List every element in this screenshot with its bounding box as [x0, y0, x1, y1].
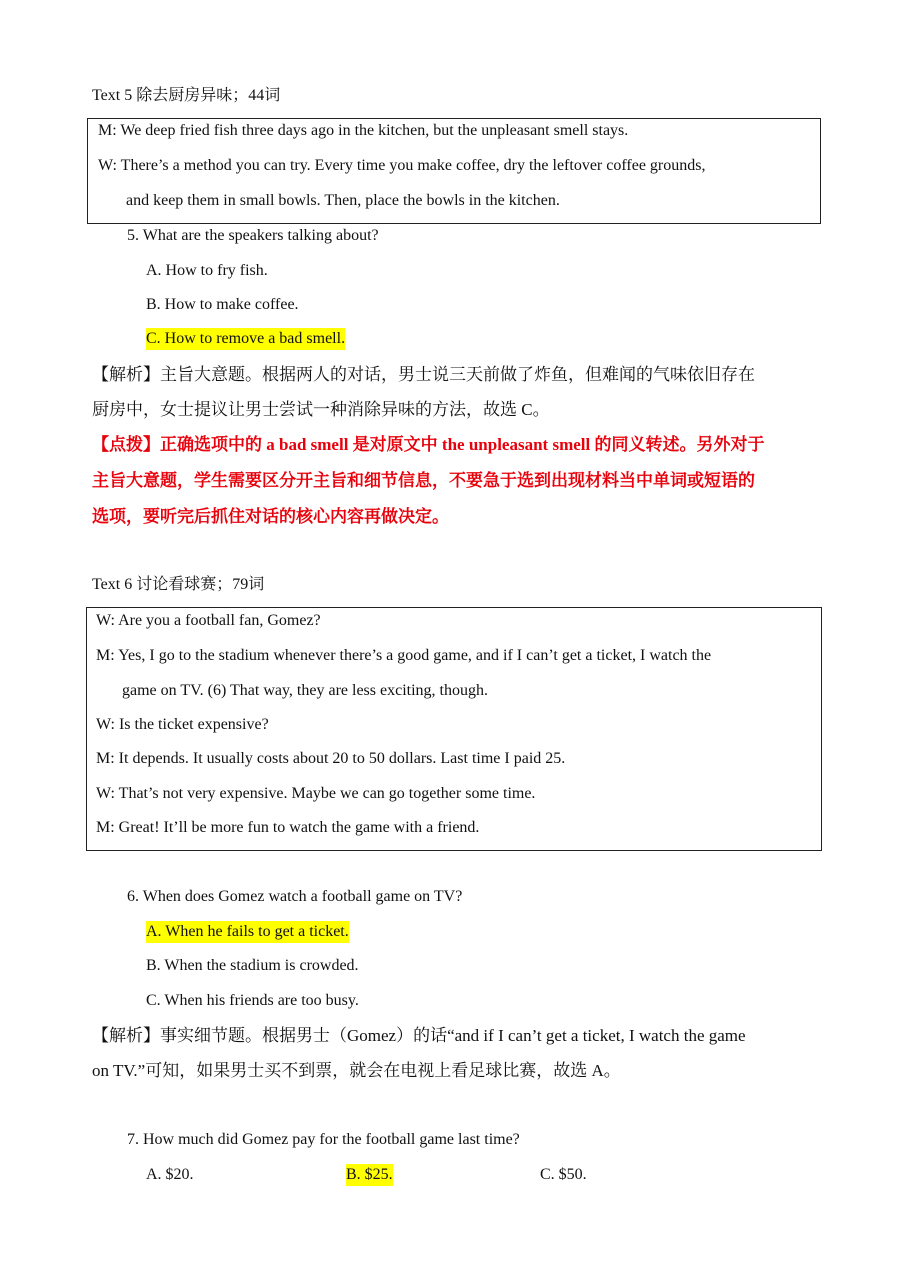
q5-option-a: A. How to fry fish.: [146, 262, 268, 279]
q7-option-c: C. $50.: [540, 1166, 587, 1183]
q5-analysis-1: 【解析】主旨大意题。根据两人的对话，男士说三天前做了炸鱼，但难闻的气味依旧存在: [92, 365, 755, 384]
text6-line-3: game on TV. (6) That way, they are less exciting, though.: [122, 682, 488, 699]
text6-line-4: W: Is the ticket expensive?: [96, 716, 269, 733]
q7-option-a: A. $20.: [146, 1166, 194, 1183]
text5-heading: Text 5 除去厨房异味；44词: [92, 87, 281, 104]
q5-analysis-2: 厨房中，女士提议让男士尝试一种消除异味的方法，故选 C。: [92, 400, 550, 419]
q5-tip-1: 【点拨】正确选项中的 a bad smell 是对原文中 the unpleasant smell 的同义转述。另外对于: [92, 435, 765, 454]
q6-analysis-1: 【解析】事实细节题。根据男士（Gomez）的话“and if I can’t get a ticket, I watch the game: [92, 1026, 746, 1045]
text6-line-7: M: Great! It’ll be more fun to watch the game with a friend.: [96, 819, 480, 836]
q5-option-c-answer: C. How to remove a bad smell.: [146, 328, 345, 350]
text6-line-6: W: That’s not very expensive. Maybe we can go together some time.: [96, 785, 536, 802]
text6-line-1: W: Are you a football fan, Gomez?: [96, 612, 321, 629]
text5-line-1: M: We deep fried fish three days ago in the kitchen, but the unpleasant smell stays.: [98, 122, 629, 139]
text5-line-3: and keep them in small bowls. Then, place the bowls in the kitchen.: [126, 192, 560, 209]
text6-line-2: M: Yes, I go to the stadium whenever there’s a good game, and if I can’t get a ticket, I watch the: [96, 647, 712, 664]
text6-line-5: M: It depends. It usually costs about 20 to 50 dollars. Last time I paid 25.: [96, 750, 566, 767]
q5-tip-3: 选项，要听完后抓住对话的核心内容再做决定。: [92, 507, 449, 526]
text5-line-2: W: There’s a method you can try. Every time you make coffee, dry the leftover coffee grounds,: [98, 157, 706, 174]
q6-option-c: C. When his friends are too busy.: [146, 992, 359, 1009]
q6-option-a-answer: A. When he fails to get a ticket.: [146, 921, 349, 943]
text6-heading: Text 6 讨论看球赛；79词: [92, 576, 265, 593]
text6-dialogue-box: [86, 607, 822, 851]
q5-tip-2: 主旨大意题，学生需要区分开主旨和细节信息，不要急于选到出现材料当中单词或短语的: [92, 471, 755, 490]
q7-question: 7. How much did Gomez pay for the football game last time?: [127, 1131, 520, 1148]
q7-option-b-answer: B. $25.: [346, 1164, 393, 1186]
text5-dialogue-box: [87, 118, 821, 224]
q6-option-b: B. When the stadium is crowded.: [146, 957, 359, 974]
q6-analysis-2: on TV.”可知，如果男士买不到票，就会在电视上看足球比赛，故选 A。: [92, 1061, 621, 1080]
q5-question: 5. What are the speakers talking about?: [127, 227, 379, 244]
q6-question: 6. When does Gomez watch a football game on TV?: [127, 888, 463, 905]
q5-option-b: B. How to make coffee.: [146, 296, 299, 313]
